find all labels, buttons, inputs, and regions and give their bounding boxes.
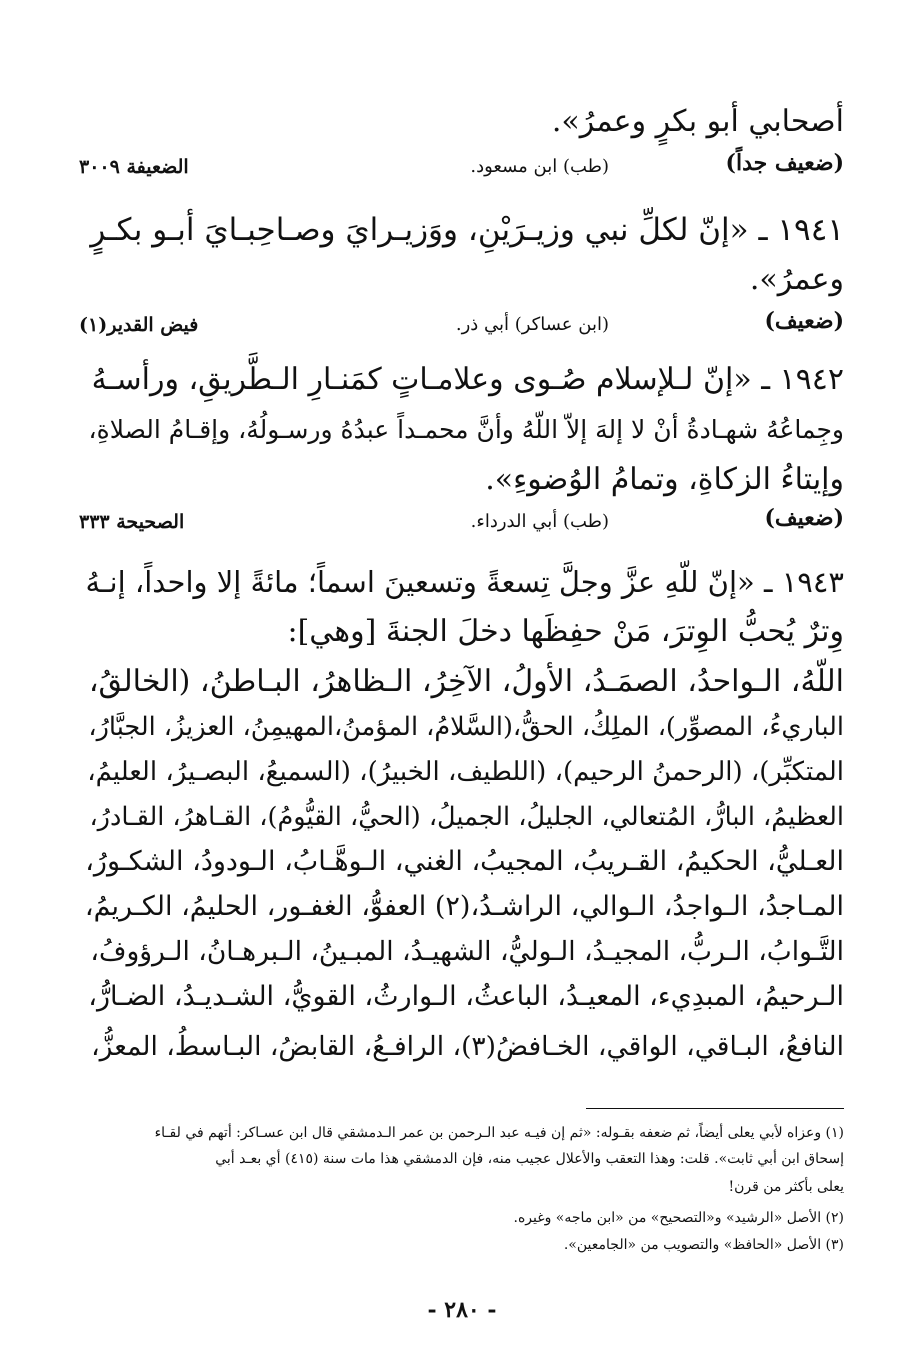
names-line-4: العظيمُ، البارُّ، المُتعالي، الجليلُ، الجميلُ، (الحيُّ، القيُّومُ)، القـاهرُ، القـادرُ،	[89, 802, 844, 832]
footnote-separator	[586, 1108, 844, 1109]
hadith-1941-line-1: ١٩٤١ ـ «إنّ لكلِّ نبي وزيـرَيْنِ، ووَزيـرايَ وصـاحِبـايَ أبـو بكـرٍ	[90, 212, 844, 248]
grade-row-1942	[79, 505, 844, 545]
page-number: - ٢٨٠ -	[427, 1297, 497, 1323]
grade-label: (ضعيف)	[764, 505, 844, 531]
grade-reference: الضعيفة ٣٠٠٩	[79, 156, 189, 178]
grade-source: (طب) أبي الدرداء.	[470, 511, 609, 532]
names-line-9: النافعُ، البـاقي، الواقي، الخـافضُ(٣)، الرافـعُ، القابضُ، البـاسطُ، المعزُّ،	[91, 1031, 844, 1062]
grade-source: (ابن عساكر) أبي ذر.	[455, 314, 609, 335]
grade-reference: الصحيحة ٣٣٣	[79, 511, 185, 533]
grade-label: (ضعيف جداً)	[725, 150, 844, 176]
footnote-1-line-3: يعلى بأكثر من قرن!	[728, 1179, 844, 1195]
hadith-1942-line-3: وإيتاءُ الزكاةِ، وتمامُ الوُضوءِ».	[485, 462, 844, 497]
names-line-1: اللّهُ، الـواحدُ، الصمَـدُ، الأولُ، الآخِرُ، الـظاهرُ، البـاطنُ، (الخالقُ،	[88, 664, 844, 699]
hadith-1943-line-1: ١٩٤٣ ـ «إنّ للّهِ عزَّ وجلَّ تِسعةً وتسعينَ اسماً؛ مائةً إلا واحداً، إنـهُ	[85, 565, 844, 599]
names-line-3: المتكبِّر)، (الرحمنُ الرحيم)، (اللطيف، الخبيرُ)، (السميعُ، البصـيرُ، العليمُ،	[87, 757, 844, 787]
names-line-5: العـليُّ، الحكيمُ، القـريبُ، المجيبُ، الغني، الـوهَّـابُ، الـودودُ، الشكـورُ،	[85, 846, 844, 877]
names-line-7: التَّـوابُ، الـربُّ، المجيـدُ، الـوليُّ، الشهيـدُ، المبـينُ، الـبرهـانُ، الـرؤوفُ،	[90, 936, 844, 967]
grade-reference: فيض القدير(١)	[79, 314, 199, 336]
footnote-3: (٣) الأصل «الحافظ» والتصويب من «الجامعين».	[563, 1237, 844, 1253]
grade-source: (طب) ابن مسعود.	[470, 156, 609, 177]
grade-row-1940	[79, 150, 844, 190]
hadith-1942-line-2: وجِماعُهُ شهـادةُ أنْ لا إلهَ إلاّ اللّهُ وأنَّ محمـداً عبدُهُ ورسـولُهُ، وإقـامُ الصلاةِ،	[88, 415, 844, 444]
footnote-2: (٢) الأصل «الرشيد» و«التصحيح» من «ابن ماجه» وغيره.	[513, 1210, 844, 1226]
hadith-1943-line-2: وِترٌ يُحبُّ الوِترَ، مَنْ حفِظَها دخلَ الجنةَ [وهي]:	[287, 614, 844, 649]
grade-row-1941	[79, 308, 844, 348]
names-line-8: الـرحيمُ، المبدِيء، المعيـدُ، الباعثُ، الـوارثُ، القويُّ، الشـديـدُ، الضـارُّ،	[88, 981, 844, 1012]
footnote-1-line-1: (١) وعزاه لأبي يعلى أيضاً، ثم ضعفه بقـوله: «ثم إن فيـه عبد الـرحمن بن عمر الـدمشقي قال ابن عسـاكر: أتهم في لقـاء	[154, 1125, 844, 1141]
grade-label: (ضعيف)	[764, 308, 844, 334]
hadith-1941-line-2: وعمرُ».	[749, 262, 844, 297]
hadith-1940-ending: أصحابي أبو بكرٍ وعمرُ».	[551, 104, 844, 139]
names-line-6: المـاجدُ، الـواجدُ، الـوالي، الراشـدُ،(٢) العفوُّ، الغفـور، الحليمُ، الكـريمُ،	[84, 891, 844, 922]
footnote-1-line-2: إسحاق ابن أبي ثابت». قلت: وهذا التعقب والأعلال عجيب منه، فإن الدمشقي هذا مات سنة (٤١٥) أي بعـد أبي	[215, 1151, 844, 1167]
names-line-2: الباريءُ، المصوِّر)، الملِكُ، الحقُّ،(السَّلامُ، المؤمنُ،المهيمِنُ، العزيزُ، الجبَّارُ،	[88, 712, 844, 742]
hadith-1942-line-1: ١٩٤٢ ـ «إنّ لـلإسلام صُـوى وعلامـاتٍ كمَنـارِ الـطَّريقِ، ورأسـهُ	[91, 362, 844, 397]
